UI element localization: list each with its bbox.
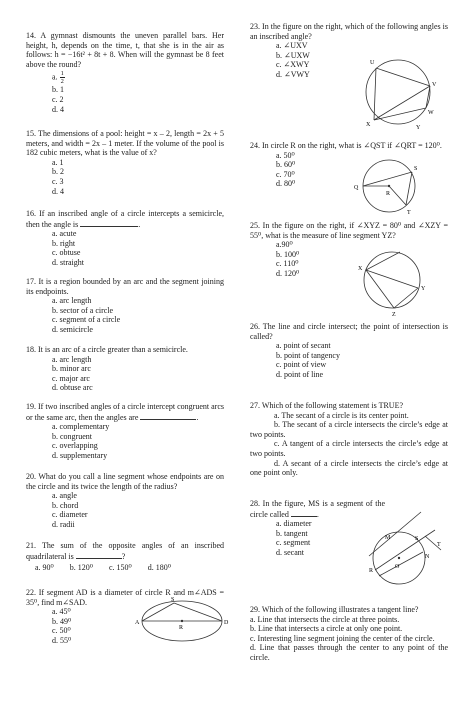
label-r: R: [369, 568, 374, 574]
question-19: [26, 402, 224, 461]
option-21c: c. 150⁰: [108, 563, 132, 573]
option-14c: c. 2: [52, 94, 64, 104]
question-26: [250, 322, 448, 380]
question-19-stem: 19. If two inscribed angles of a circle intercept congruent arcs or the same arc, then the angles are .: [26, 402, 224, 422]
answer-blank: [291, 509, 317, 517]
option-19d: d. supplementary: [52, 450, 108, 460]
question-21-options: [35, 563, 224, 573]
option-22d: d. 55⁰: [52, 635, 72, 645]
option-27c: c. A tangent of a circle intersects the circle’s edge at two points.: [250, 439, 448, 458]
option-23d: d. ∠VWY: [276, 69, 310, 79]
question-21-text: 21. The sum of the opposite angles of an inscribed quadrilateral is: [26, 541, 224, 561]
option-29a: a. Line that intersects the circle at three points.: [250, 614, 400, 624]
answer-blank: [140, 412, 196, 420]
option-18d: d. obtuse arc: [52, 383, 93, 393]
fraction-numerator: 1: [60, 70, 64, 78]
option-20a: a. angle: [52, 491, 77, 501]
option-22c: c. 50⁰: [52, 626, 71, 636]
option-26d: d. point of line: [276, 369, 324, 379]
option-14d: d. 4: [52, 104, 64, 114]
label-u: U: [370, 60, 375, 66]
option-17d: d. semicircle: [52, 324, 93, 334]
label-x: X: [366, 122, 371, 128]
label-s: S: [171, 597, 175, 603]
option-28c: c. segment: [276, 538, 311, 548]
option-16a: a. acute: [52, 229, 77, 239]
question-29-stem: 29. Which of the following illustrates a tangent line?: [250, 605, 419, 614]
question-18: [26, 345, 224, 393]
option-14b: b. 1: [52, 85, 64, 95]
option-25b: b. 100⁰: [276, 249, 300, 259]
option-29d: d. Line that passes through the center to any point of the circle.: [250, 643, 448, 662]
label-w: W: [428, 110, 434, 116]
option-29b: b. Line that intersects a circle at only one point.: [250, 624, 403, 634]
option-18a: a. arc length: [52, 354, 92, 364]
option-21b: b. 120⁰: [69, 563, 93, 573]
option-24b: b. 60⁰: [276, 160, 296, 170]
answer-blank: [76, 551, 122, 559]
question-15: [26, 129, 224, 196]
question-24-stem: 24. In circle R on the right, what is ∠QST if ∠QRT = 120⁰.: [250, 141, 442, 150]
question-14-stem: 14. A gymnast dismounts the uneven parallel bars. Her height, h, depends on the time, t, that she is in the air as follows: h = −16t² + 8t + 8. When will the gymnast be 8 feet above the round?: [26, 31, 224, 69]
answer-blank: [80, 219, 138, 227]
label-t: T: [407, 210, 411, 216]
option-24a: a. 50⁰: [276, 150, 295, 160]
question-16-text: 16. If an inscribed angle of a circle intercepts a semicircle, then the angle is: [26, 209, 224, 229]
circle-secant-tangent-figure: [365, 506, 445, 596]
question-27-stem: 27. Which of the following statement is TRUE?: [250, 401, 404, 410]
label-n: N: [425, 554, 430, 560]
fraction-one-half: [60, 70, 65, 85]
option-19c: c. overlapping: [52, 441, 98, 451]
triangle-xyz-figure: [350, 246, 434, 318]
question-20: [26, 472, 224, 530]
question-20-stem: 20. What do you call a line segment whose endpoints are on the circle and its twice the length of the radius?: [26, 472, 224, 491]
option-18b: b. minor arc: [52, 364, 91, 374]
question-19-text: 19. If two inscribed angles of a circle intercept congruent arcs or the same arc, then the angles are: [26, 402, 224, 422]
option-27a: a. The secant of a circle is its center point.: [274, 410, 409, 420]
label-z: Z: [392, 312, 396, 318]
label-x: X: [358, 266, 363, 272]
option-21a: a. 90⁰: [35, 563, 54, 573]
option-29c: c. Interesting line segment joining the center of the circle.: [250, 633, 435, 643]
option-24c: c. 70⁰: [276, 169, 295, 179]
fraction-denominator: 2: [60, 78, 64, 86]
question-22-stem: 22. If segment AD is a diameter of circle R and m∠ADS = 35⁰, find m∠SAD.: [26, 588, 224, 607]
option-22b: b. 49⁰: [52, 616, 72, 626]
label-y: Y: [416, 125, 421, 131]
question-21: [26, 541, 224, 573]
label-a: A: [135, 620, 140, 626]
option-14a: [52, 70, 224, 85]
label-v: V: [432, 82, 437, 88]
label-t: T: [437, 542, 441, 548]
label-s: S: [414, 166, 418, 172]
option-15c: c. 3: [52, 176, 64, 186]
circle-r-diameter-figure: [134, 597, 230, 645]
circle-r-figure: [346, 150, 432, 220]
question-15-stem: 15. The dimensions of a pool: height = x – 2, length = 2x + 5 meters, and width = 2x – 1 meter. If the volume of the pool is 182 cubic meters, what is the value of x?: [26, 129, 224, 158]
option-23c: c. ∠XWY: [276, 60, 310, 70]
question-26-stem: 26. The line and circle intersect; the point of intersection is called?: [250, 322, 448, 341]
question-21-end: ?: [121, 551, 126, 561]
option-19a: a. complementary: [52, 422, 110, 432]
label-s: S: [415, 536, 419, 542]
option-15a: a. 1: [52, 157, 64, 167]
option-26a: a. point of secant: [276, 341, 331, 351]
question-17-stem: 17. It is a region bounded by an arc and the segment joining its endpoints.: [26, 277, 224, 296]
option-27b: b. The secant of a circle intersects the circle’s edge at two points.: [250, 420, 448, 439]
option-16b: b. right: [52, 238, 76, 248]
option-26b: b. point of tangency: [276, 350, 340, 360]
question-18-stem: 18. It is an arc of a circle greater than a semicircle.: [26, 345, 188, 354]
option-23b: b. ∠UXW: [276, 50, 310, 60]
option-21d: d. 180⁰: [147, 563, 171, 573]
question-17: [26, 277, 224, 335]
option-28b: b. tangent: [276, 528, 308, 538]
option-18c: c. major arc: [52, 373, 90, 383]
question-16-stem: 16. If an inscribed angle of a circle intercepts a semicircle, then the angle is .: [26, 209, 224, 229]
label-m: M: [385, 535, 391, 541]
label-r: R: [386, 191, 391, 197]
option-19b: b. congruent: [52, 431, 92, 441]
option-14a-prefix: a.: [52, 72, 58, 82]
question-28-text: 28. In the figure, MS is a segment of the circle called: [250, 499, 385, 519]
option-25d: d. 120⁰: [276, 268, 300, 278]
option-15d: d. 4: [52, 186, 64, 196]
option-28d: d. secant: [276, 547, 304, 557]
option-20c: c. diameter: [52, 510, 88, 520]
question-21-stem: [26, 541, 224, 561]
question-25-stem: 25. In the figure on the right, if ∠XYZ = 80⁰ and ∠XZY = 55⁰, what is the measure of line segment YZ?: [250, 221, 448, 240]
label-r: R: [179, 625, 184, 631]
option-25a: a.90⁰: [276, 240, 293, 250]
option-20b: b. chord: [52, 500, 79, 510]
inscribed-angle-figure: [356, 50, 440, 132]
label-y: Y: [421, 286, 426, 292]
option-17a: a. arc length: [52, 296, 92, 306]
question-28-stem: 28. In the figure, MS is a segment of the circle called .: [250, 499, 385, 519]
option-22a: a. 45⁰: [52, 607, 71, 617]
question-14: [26, 31, 224, 114]
option-24d: d. 80⁰: [276, 179, 296, 189]
question-29: [250, 605, 448, 663]
option-25c: c. 110⁰: [276, 259, 299, 269]
question-16: [26, 209, 224, 268]
option-28a: a. diameter: [276, 519, 312, 529]
label-q: Q: [354, 185, 359, 191]
option-20d: d. radii: [52, 519, 75, 529]
option-27d: d. A secant of a circle intersects the circle’s edge at one point only.: [250, 458, 448, 478]
option-23a: a. ∠UXV: [276, 41, 308, 51]
option-17b: b. sector of a circle: [52, 305, 114, 315]
label-d: D: [224, 620, 229, 626]
option-15b: b. 2: [52, 167, 64, 177]
option-16d: d. straight: [52, 257, 84, 267]
label-o: O: [395, 564, 400, 570]
question-23-stem: 23. In the figure on the right, which of the following angles is an inscribed angle?: [250, 22, 448, 41]
option-26c: c. point of view: [276, 360, 327, 370]
option-16c: c. obtuse: [52, 248, 81, 258]
option-17c: c. segment of a circle: [52, 315, 121, 325]
question-27: [250, 401, 448, 478]
